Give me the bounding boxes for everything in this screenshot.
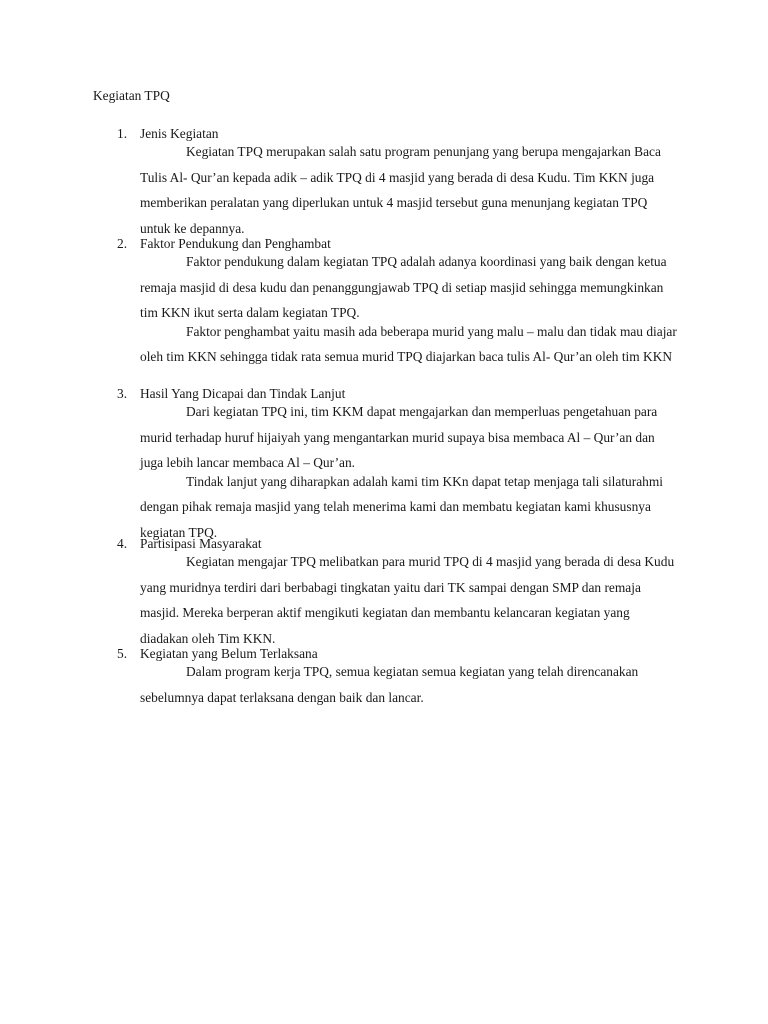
section-heading-row [117, 536, 677, 553]
section-paragraph: Tindak lanjut yang diharapkan adalah kami tim KKn dapat tetap menjaga tali silaturahmi dengan pihak remaja masjid yang telah menerima kami dan membatu kegiatan kami khususnya kegiatan TPQ. [140, 473, 663, 540]
section-heading-row [117, 386, 677, 403]
section-paragraph: Kegiatan mengajar TPQ melibatkan para murid TPQ di 4 masjid yang berada di desa Kudu yang muridnya terdiri dari berbabagi tingkatan yaitu dari TK sampai dengan SMP dan remaja masjid. Mereka berperan aktif mengikuti kegiatan dan membantu kelancaran kegiatan yang diadakan oleh Tim KKN. [140, 554, 675, 646]
section-number: 3. [117, 386, 128, 401]
section-5 [117, 646, 677, 710]
section-paragraph: Faktor pendukung dalam kegiatan TPQ adalah adanya koordinasi yang baik dengan ketua remaja masjid di desa kudu dan penanggungjawab TPQ di setiap masjid sehingga memungkinkan tim KKN ikut serta dalam kegiatan TPQ. [140, 254, 667, 320]
section-heading: Kegiatan yang Belum Terlaksana [140, 646, 318, 661]
section-paragraph: Kegiatan TPQ merupakan salah satu program penunjang yang berupa mengajarkan Baca Tulis Al- Qur’an kepada adik – adik TPQ di 4 masjid yang berada di desa Kudu. Tim KKN juga memberikan peralatan yang diperlukan untuk 4 masjid tersebut guna menunjang kegiatan TPQ untuk ke depannya. [140, 144, 661, 236]
section-paragraph: Faktor penghambat yaitu masih ada beberapa murid yang malu – malu dan tidak mau diajar oleh tim KKN sehingga tidak rata semua murid TPQ diajarkan baca tulis Al- Qur’an oleh tim KKN [140, 323, 677, 364]
section-4 [117, 536, 677, 651]
section-heading: Partisipasi Masyarakat [140, 536, 262, 551]
section-number: 1. [117, 126, 128, 141]
section-1 [117, 126, 677, 241]
document-title: Kegiatan TPQ [93, 88, 170, 103]
section-heading-row [117, 126, 677, 143]
section-heading-row [117, 236, 677, 253]
section-heading: Hasil Yang Dicapai dan Tindak Lanjut [140, 386, 346, 401]
section-2 [117, 236, 677, 370]
section-heading-row [117, 646, 677, 663]
section-heading: Jenis Kegiatan [140, 126, 219, 141]
section-paragraph: Dari kegiatan TPQ ini, tim KKM dapat mengajarkan dan memperluas pengetahuan para murid terhadap huruf hijaiyah yang mengantarkan murid supaya bisa membaca Al – Qur’an dan juga lebih lancar membaca Al – Qur’an. [140, 404, 658, 470]
section-number: 2. [117, 236, 128, 251]
section-heading: Faktor Pendukung dan Penghambat [140, 236, 331, 251]
section-paragraph: Dalam program kerja TPQ, semua kegiatan semua kegiatan yang telah direncanakan sebelumnya dapat terlaksana dengan baik dan lancar. [140, 664, 639, 705]
section-3 [117, 386, 677, 545]
section-number: 5. [117, 646, 128, 661]
section-number: 4. [117, 536, 128, 551]
